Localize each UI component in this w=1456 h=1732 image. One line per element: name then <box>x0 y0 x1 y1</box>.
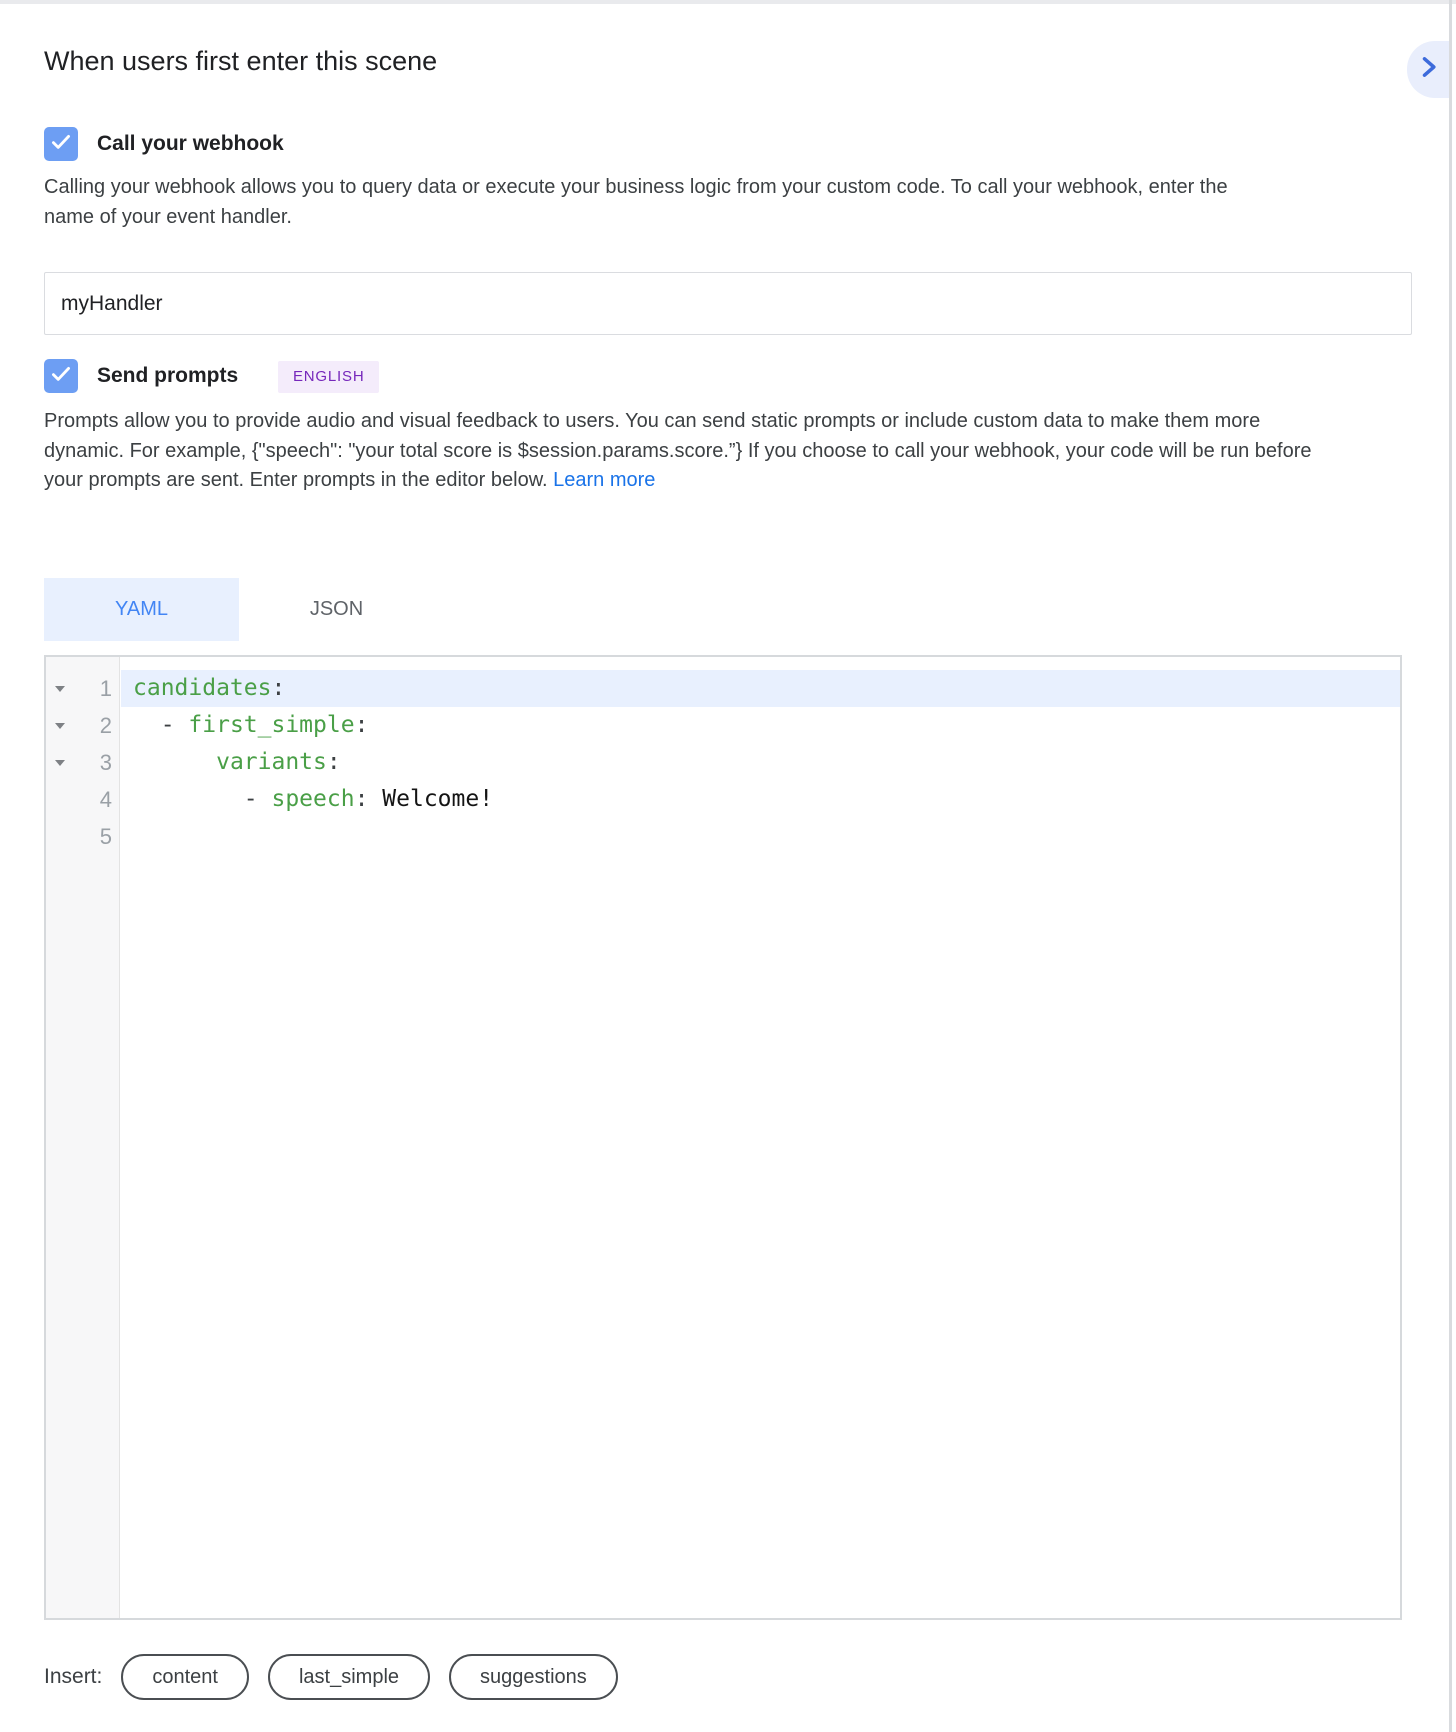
webhook-description: Calling your webhook allows you to query data or execute your business logic from your custom code. To call your webhook, enter the name of your event handler. <box>44 176 1228 228</box>
code-text[interactable]: candidates: <box>121 670 1400 707</box>
editor-lines <box>46 670 1400 855</box>
code-line <box>46 781 1400 818</box>
yaml-key: speech <box>271 786 355 812</box>
yaml-key: first_simple <box>188 712 355 738</box>
chevron-right-icon <box>1414 53 1442 86</box>
line-number: 3 <box>99 750 112 775</box>
code-text[interactable]: variants: <box>216 749 341 775</box>
panel-right-border <box>1449 0 1452 1732</box>
event-handler-input[interactable] <box>44 272 1412 335</box>
code-text[interactable]: - first_simple: <box>160 712 369 738</box>
code-line <box>46 670 1400 707</box>
yaml-key: candidates <box>133 675 272 701</box>
insert-toolbar <box>44 1654 618 1700</box>
code-text[interactable] <box>121 818 1400 855</box>
learn-more-link[interactable]: Learn more <box>553 469 656 491</box>
call-webhook-checkbox[interactable] <box>44 127 78 161</box>
line-number: 5 <box>99 824 112 849</box>
checkmark-icon <box>48 129 74 160</box>
yaml-key: variants <box>216 749 327 775</box>
line-number: 2 <box>99 713 112 738</box>
prompts-description <box>44 407 1324 496</box>
tab-yaml[interactable]: YAML <box>44 578 239 641</box>
code-line <box>46 707 1400 744</box>
line-number: 1 <box>99 676 112 701</box>
prompt-code-editor[interactable] <box>44 655 1402 1620</box>
fold-arrow-icon[interactable] <box>55 723 65 729</box>
code-line <box>46 818 1400 855</box>
checkmark-icon <box>48 361 74 392</box>
collapse-panel-button[interactable] <box>1407 41 1449 98</box>
call-webhook-label: Call your webhook <box>97 132 284 155</box>
yaml-value: Welcome! <box>382 786 494 812</box>
fold-arrow-icon[interactable] <box>55 760 65 766</box>
format-tabs <box>44 578 434 641</box>
fold-arrow-icon[interactable] <box>55 686 65 692</box>
insert-suggestions-button[interactable]: suggestions <box>449 1654 618 1700</box>
code-line <box>46 744 1400 781</box>
tab-json[interactable]: JSON <box>309 598 364 620</box>
insert-content-button[interactable]: content <box>121 1654 249 1700</box>
line-number: 4 <box>99 787 112 812</box>
language-badge: ENGLISH <box>278 361 379 393</box>
code-text[interactable]: - speech: Welcome! <box>243 786 494 812</box>
prompts-description-text: Prompts allow you to provide audio and visual feedback to users. You can send static prompts or include custom data to make them more dynamic. For example, {"speech": "your total score is $session.params.score.”} If you choose to call your webhook, your code will be run before your prompts are sent. Enter prompts in the editor below. <box>44 410 1312 491</box>
send-prompts-label: Send prompts <box>97 364 239 387</box>
send-prompts-checkbox[interactable] <box>44 359 78 393</box>
insert-last-simple-button[interactable]: last_simple <box>268 1654 430 1700</box>
insert-label: Insert: <box>44 1665 103 1688</box>
panel-top-border <box>0 0 1456 4</box>
page-title: When users first enter this scene <box>44 46 438 76</box>
